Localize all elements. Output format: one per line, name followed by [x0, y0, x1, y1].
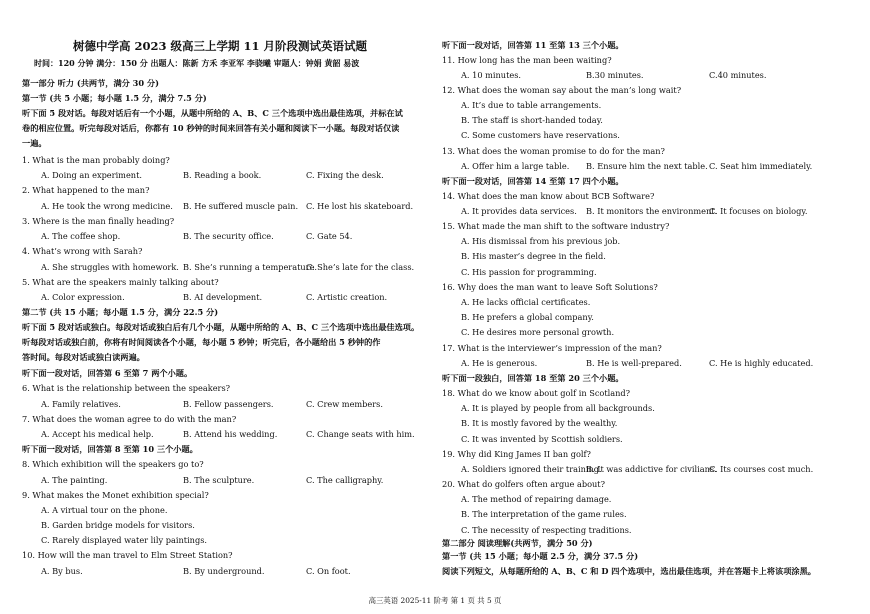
option-a: A. A virtual tour on the phone. — [41, 505, 168, 515]
question-stem: 11. How long has the man been waiting? — [442, 55, 612, 65]
question-stem: 10. How will the man travel to Elm Street Station? — [22, 550, 233, 560]
part1-sec1-heading: 第一节 (共 5 小题；每小题 1.5 分，满分 7.5 分) — [22, 93, 207, 103]
option-b: B. She’s running a temperature. — [183, 262, 318, 272]
option-a: A. Doing an experiment. — [41, 170, 142, 180]
option-c: C. She’s late for the class. — [306, 262, 415, 272]
question-stem: 14. What does the man know about BCB Software? — [442, 191, 655, 201]
sec2-instruction-line: 答时间。每段对话或独白读两遍。 — [22, 352, 145, 362]
option-c: C. Its courses cost much. — [709, 464, 814, 474]
question-stem: 1. What is the man probably doing? — [22, 155, 170, 165]
option-b: B. It is mostly favored by the wealthy. — [461, 418, 618, 428]
option-a: A. It is played by people from all backgrounds. — [461, 403, 655, 413]
option-a: A. 10 minutes. — [461, 70, 522, 80]
option-a: A. Color expression. — [41, 292, 125, 302]
question-stem: 19. Why did King James II ban golf? — [442, 449, 591, 459]
page-footer: 高三英语 2025-11 阶考 第 1 页 共 5 页 — [368, 596, 502, 605]
question-stem: 5. What are the speakers mainly talking about? — [22, 277, 219, 287]
option-c: C. He lost his skateboard. — [306, 201, 414, 211]
option-b: B. The interpretation of the game rules. — [461, 509, 627, 519]
option-a: A. The method of repairing damage. — [461, 494, 612, 504]
part2-heading: 第二部分 阅读理解(共两节，满分 50 分) — [442, 538, 593, 548]
option-c: C. He is highly educated. — [709, 358, 814, 368]
option-b: B. His master’s degree in the field. — [461, 251, 606, 261]
option-c: C. Crew members. — [306, 399, 383, 409]
option-b: B. By underground. — [183, 566, 265, 576]
exam-title: 树德中学高 2023 级高三上学期 11 月阶段测试英语试题 — [72, 39, 368, 53]
option-a: A. The painting. — [41, 475, 108, 485]
option-b: B. The sculpture. — [183, 475, 255, 485]
question-stem: 9. What makes the Monet exhibition special? — [22, 490, 209, 500]
option-a: A. By bus. — [41, 566, 83, 576]
option-a: A. He lacks official certificates. — [461, 297, 591, 307]
option-c: C. Gate 54. — [306, 231, 353, 241]
option-c: C. The necessity of respecting traditions. — [461, 525, 632, 535]
listening-note: 听下面一段对话，回答第 8 至第 10 三个小题。 — [22, 444, 198, 454]
question-stem: 20. What do golfers often argue about? — [442, 479, 605, 489]
question-stem: 6. What is the relationship between the speakers? — [22, 383, 231, 393]
question-stem: 7. What does the woman agree to do with the man? — [22, 414, 237, 424]
question-stem: 3. Where is the man finally heading? — [22, 216, 175, 226]
option-a: A. She struggles with homework. — [41, 262, 179, 272]
option-c: C. The calligraphy. — [306, 475, 384, 485]
exam-meta: 时间：120 分钟 满分：150 分 出题人：陈新 方禾 李亚军 李骁曦 审题人：钟娟 黄韶 易波 — [34, 58, 360, 68]
option-c: C. On foot. — [306, 566, 351, 576]
option-c: C. Rarely displayed water lily paintings. — [41, 535, 208, 545]
sec2-instruction-line: 听每段对话或独白前，你将有时间阅读各个小题，每小题 5 秒钟；听完后，各小题给出 5 秒钟的作 — [22, 337, 381, 347]
listening-note: 听下面一段独白，回答第 18 至第 20 三个小题。 — [442, 373, 624, 383]
question-stem: 12. What does the woman say about the man’s long wait? — [442, 85, 682, 95]
option-a: A. He took the wrong medicine. — [41, 201, 173, 211]
option-c: C. It focuses on biology. — [709, 206, 808, 216]
option-b: B. AI development. — [183, 292, 263, 302]
option-c: C. Artistic creation. — [306, 292, 388, 302]
option-c: C. He desires more personal growth. — [461, 327, 615, 337]
question-stem: 13. What does the woman promise to do for the man? — [442, 146, 665, 156]
option-a: A. It provides data services. — [461, 206, 577, 216]
part2-sec1-heading: 第一节 (共 15 小题；每小题 2.5 分，满分 37.5 分) — [442, 551, 639, 561]
option-c: C. It was invented by Scottish soldiers. — [461, 434, 623, 444]
option-b: B. He suffered muscle pain. — [183, 201, 299, 211]
option-b: B. He prefers a global company. — [461, 312, 594, 322]
part1-heading: 第一部分 听力 (共两节，满分 30 分) — [22, 78, 159, 88]
question-stem: 17. What is the interviewer’s impression of the man? — [442, 343, 662, 353]
question-stem: 4. What’s wrong with Sarah? — [22, 246, 143, 256]
option-b: B. Reading a book. — [183, 170, 262, 180]
option-b: B. He is well-prepared. — [586, 358, 682, 368]
option-c: C.40 minutes. — [709, 70, 767, 80]
question-stem: 8. Which exhibition will the speakers go to? — [22, 459, 204, 469]
part2-instruction: 阅读下列短文，从每题所给的 A、B、C 和 D 四个选项中，选出最佳选项，并在答题卡上将该项涂黑。 — [442, 566, 816, 576]
option-c: C. Seat him immediately. — [709, 161, 813, 171]
option-a: A. It’s due to table arrangements. — [461, 100, 602, 110]
option-b: B. Ensure him the next table. — [586, 161, 708, 171]
question-stem: 18. What do we know about golf in Scotland? — [442, 388, 631, 398]
sec1-instruction-line: 一遍。 — [22, 138, 47, 148]
option-c: C. Change seats with him. — [306, 429, 415, 439]
option-c: C. Fixing the desk. — [306, 170, 384, 180]
question-stem: 16. Why does the man want to leave Soft Solutions? — [442, 282, 658, 292]
part1-sec2-heading: 第二节 (共 15 小题；每小题 1.5 分，满分 22.5 分) — [22, 307, 219, 317]
option-b: B. Attend his wedding. — [183, 429, 278, 439]
sec2-instruction-line: 听下面 5 段对话或独白。每段对话或独白后有几个小题，从题中所给的 A、B、C 三个选项中选出最佳选项。 — [22, 322, 420, 332]
sec1-instruction-line: 卷的相应位置。听完每段对话后，你都有 10 秒钟的时间来回答有关小题和阅读下一小题。每段对话仅读 — [22, 123, 400, 133]
option-b: B. Fellow passengers. — [183, 399, 274, 409]
listening-note: 听下面一段对话，回答第 11 至第 13 三个小题。 — [442, 40, 624, 50]
option-a: A. His dismissal from his previous job. — [461, 236, 621, 246]
option-b: B.30 minutes. — [586, 70, 644, 80]
option-b: B. The staff is short-handed today. — [461, 115, 603, 125]
question-stem: 2. What happened to the man? — [22, 185, 150, 195]
option-a: A. Accept his medical help. — [41, 429, 154, 439]
listening-note: 听下面一段对话，回答第 6 至第 7 两个小题。 — [22, 368, 193, 378]
listening-note: 听下面一段对话，回答第 14 至第 17 四个小题。 — [442, 176, 624, 186]
option-a: A. The coffee shop. — [41, 231, 121, 241]
option-a: A. Family relatives. — [41, 399, 121, 409]
option-b: B. It monitors the environment. — [586, 206, 718, 216]
option-b: B. Garden bridge models for visitors. — [41, 520, 195, 530]
sec1-instruction-line: 听下面 5 段对话。每段对话后有一个小题，从题中所给的 A、B、C 三个选项中选出最佳选项，并标在试 — [22, 108, 403, 118]
option-a: A. Offer him a large table. — [461, 161, 570, 171]
option-c: C. His passion for programming. — [461, 267, 597, 277]
option-b: B. It was addictive for civilians. — [586, 464, 717, 474]
question-stem: 15. What made the man shift to the software industry? — [442, 221, 670, 231]
option-a: A. He is generous. — [461, 358, 538, 368]
option-a: A. Soldiers ignored their training. — [461, 464, 602, 474]
option-b: B. The security office. — [183, 231, 274, 241]
option-c: C. Some customers have reservations. — [461, 130, 620, 140]
